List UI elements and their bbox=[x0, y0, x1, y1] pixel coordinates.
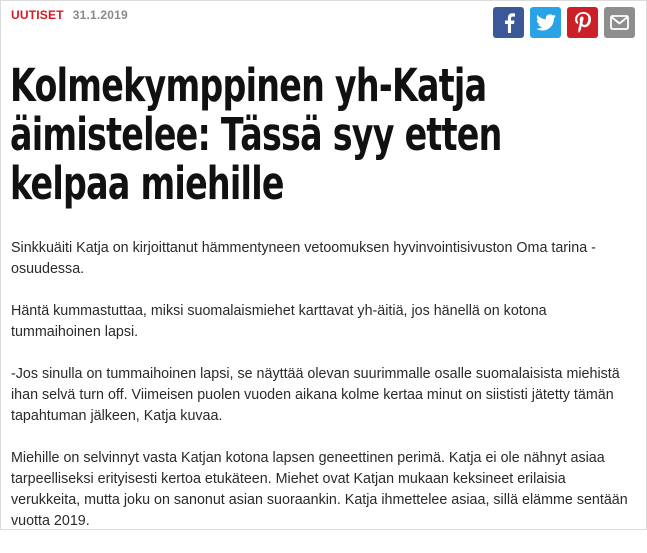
article-paragraph: Häntä kummastuttaa, miksi suomalaismiehet karttavat yh-äitiä, jos hänellä on kotona tummaihoinen lapsi. bbox=[11, 303, 547, 340]
pinterest-icon bbox=[575, 12, 591, 33]
category-link[interactable]: UUTISET bbox=[11, 8, 64, 22]
facebook-icon bbox=[502, 13, 516, 33]
share-buttons bbox=[493, 7, 635, 38]
email-share-button[interactable] bbox=[604, 7, 635, 38]
publish-date: 31.1.2019 bbox=[72, 8, 128, 22]
article-paragraph: Sinkkuäiti Katja on kirjoittanut hämmentyneen vetoomuksen hyvinvointisivuston Oma tarina -osuudessa. bbox=[11, 240, 596, 277]
article-meta bbox=[11, 8, 128, 22]
twitter-share-button[interactable] bbox=[530, 7, 561, 38]
article-headline: Kolmekymppinen yh-Katja äimistelee: Tässä syy etten kelpaa miehille bbox=[10, 59, 502, 210]
facebook-share-button[interactable] bbox=[493, 7, 524, 38]
article-paragraph: -Jos sinulla on tummaihoinen lapsi, se näyttää olevan suurimmalle osalle suomalaisista miehistä ihan selvä turn off. Viimeisen puolen vuoden aikana kolme kertaa minut on siististi jätetty tämän tapahtuman jälkeen, Katja kuvaa. bbox=[11, 366, 620, 424]
twitter-icon bbox=[536, 14, 556, 31]
article-body bbox=[11, 238, 636, 553]
email-icon bbox=[610, 15, 629, 30]
pinterest-share-button[interactable] bbox=[567, 7, 598, 38]
article-paragraph: Miehille on selvinnyt vasta Katjan kotona lapsen geneettinen perimä. Katja ei ole nähnyt asiaa tarpeelliseksi erityisesti kertoa etukäteen. Miehet ovat Katjan mukaan keksineet erilaisia verukkeita, mutta joku on sanonut asian suoraankin. Katja ihmettelee asiaa, sillä elämme sentään vuotta 2019. bbox=[11, 450, 628, 529]
